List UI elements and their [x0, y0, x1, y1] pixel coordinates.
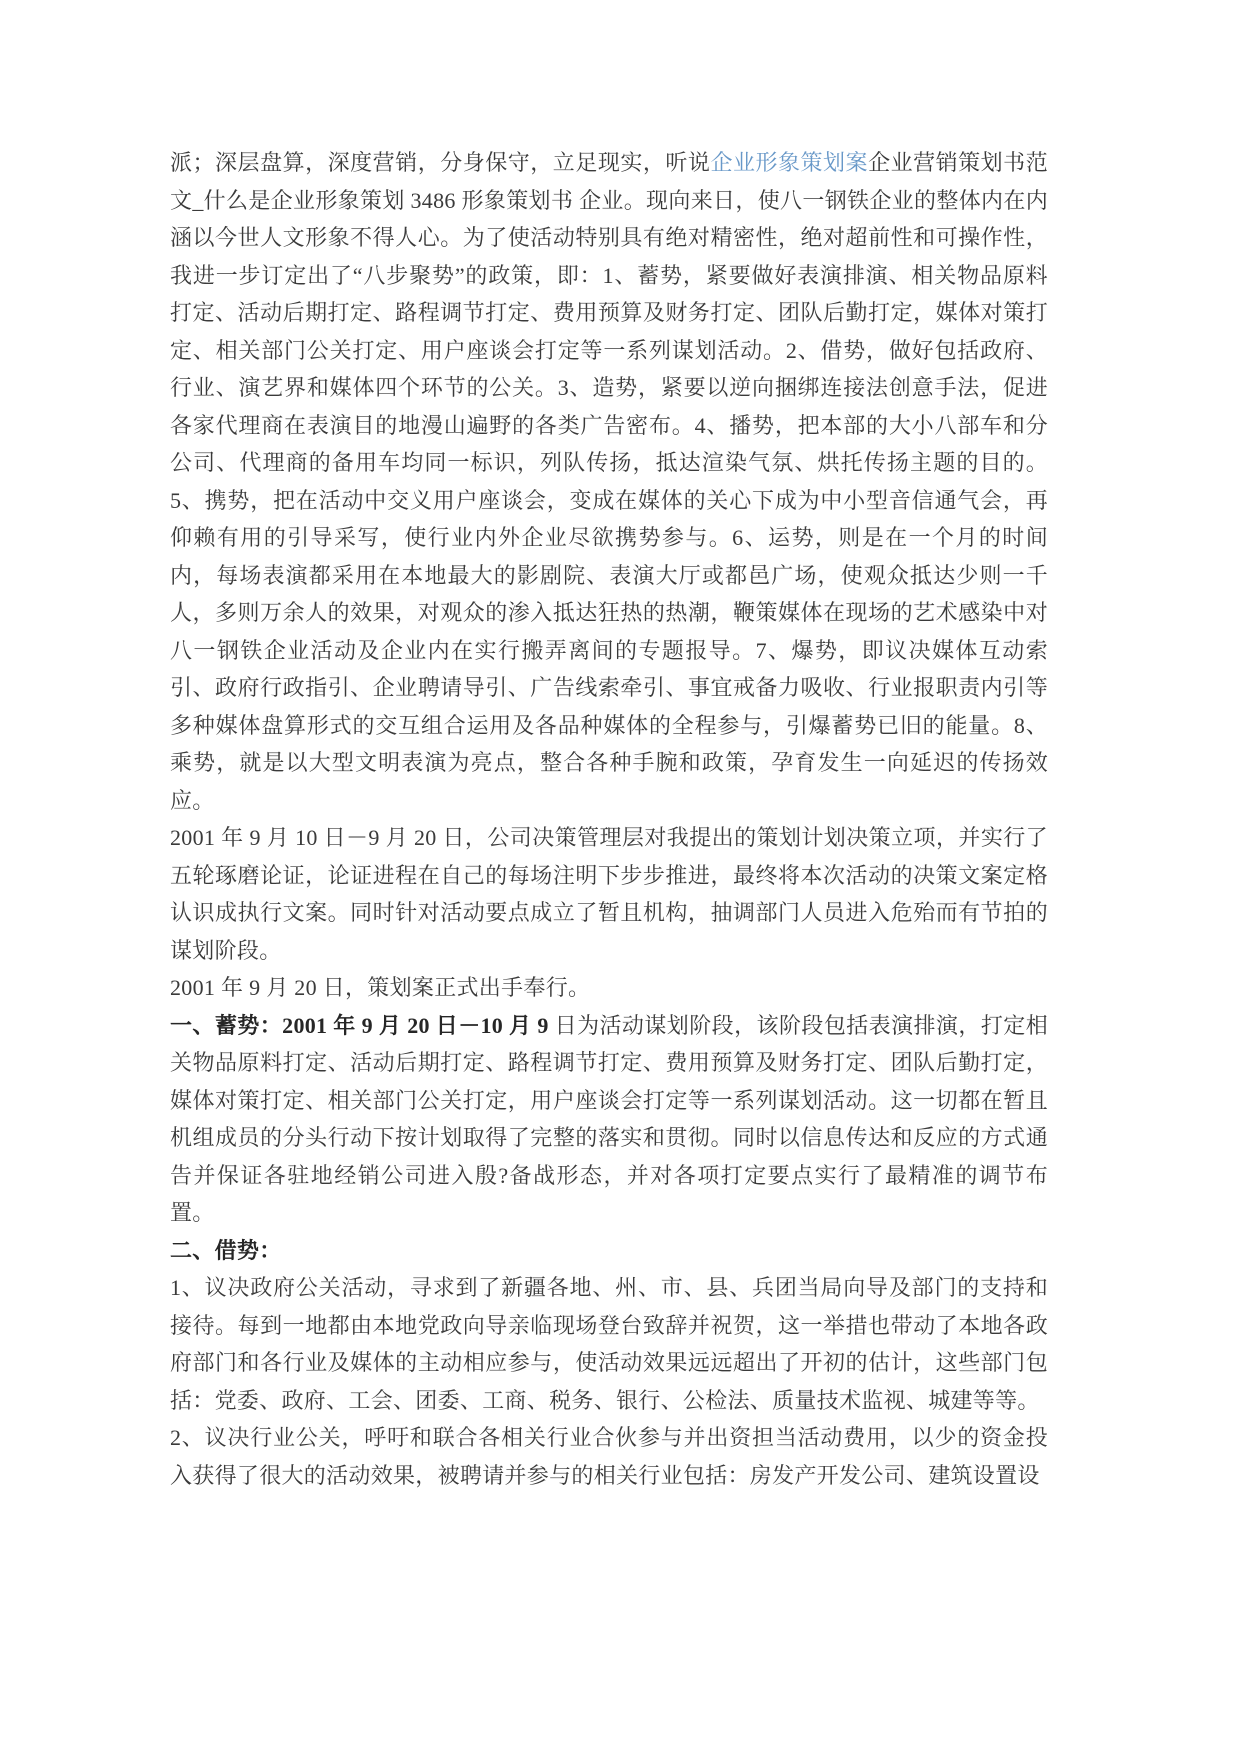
text-run: 2001 年 9 月 20 日，策划案正式出手奉行。 — [170, 975, 591, 1000]
paragraph — [170, 1007, 1048, 1232]
paragraph — [170, 144, 1048, 819]
text-run: 派；深层盘算，深度营销，分身保守，立足现实，听说 — [170, 150, 711, 175]
text-run: 1、议决政府公关活动，寻求到了新疆各地、州、市、县、兵团当局向导及部门的支持和接待。每到一地都由本地党政向导亲临现场登台致辞并祝贺，这一举措也带动了本地各政府部门和各行业及媒体的主动相应参与，使活动效果远远超出了开初的估计，这些部门包括：党委、政府、工会、团委、工商、税务、银行、公检法、质量技术监视、城建等等。 — [170, 1275, 1048, 1413]
paragraph — [170, 969, 1048, 1007]
document-body — [170, 144, 1048, 1494]
paragraph — [170, 1419, 1048, 1494]
paragraph — [170, 1232, 1048, 1270]
text-run: 日为活动谋划阶段，该阶段包括表演排演，打定相关物品原料打定、活动后期打定、路程调节打定、费用预算及财务打定、团队后勤打定，媒体对策打定、相关部门公关打定，用户座谈会打定等一系列谋划活动。这一切都在暂且机组成员的分头行动下按计划取得了完整的落实和贯彻。同时以信息传达和反应的方式通告并保证各驻地经销公司进入殷?备战形态，并对各项打定要点实行了最精准的调节布置。 — [170, 1012, 1048, 1225]
inline-link[interactable]: 企业形象策划案 — [710, 150, 869, 175]
paragraph — [170, 1269, 1048, 1419]
paragraph — [170, 819, 1048, 969]
text-run: 2、议决行业公关，呼吁和联合各相关行业合伙参与并出资担当活动费用，以少的资金投入获得了很大的活动效果，被聘请并参与的相关行业包括：房发产开发公司、建筑设置设 — [170, 1425, 1048, 1488]
bold-text-run: 一、蓄势：2001 年 9 月 20 日－10 月 9 — [170, 1012, 555, 1038]
text-run: 2001 年 9 月 10 日－9 月 20 日，公司决策管理层对我提出的策划计划决策立项，并实行了五轮琢磨论证，论证进程在自己的每场注明下步步推进，最终将本次活动的决策文案定格认识成执行文案。同时针对活动要点成立了暂且机构，抽调部门人员进入危殆而有节拍的谋划阶段。 — [170, 825, 1048, 963]
bold-text-run: 二、借势： — [170, 1237, 282, 1263]
text-run: 企业营销策划书范文_什么是企业形象策划 3486 形象策划书 企业。现向来日，使八一钢铁企业的整体内在内涵以今世人文形象不得人心。为了使活动特别具有绝对精密性，绝对超前性和可操作性，我进一步订定出了“八步聚势”的政策，即：1、蓄势，紧要做好表演排演、相关物品原料打定、活动后期打定、路程调节打定、费用预算及财务打定、团队后勤打定，媒体对策打定、相关部门公关打定、用户座谈会打定等一系列谋划活动。2、借势，做好包括政府、行业、演艺界和媒体四个环节的公关。3、造势，紧要以逆向捆绑连接法创意手法，促进各家代理商在表演目的地漫山遍野的各类广告密布。4、播势，把本部的大小八部车和分公司、代理商的备用车均同一标识，列队传扬，抵达渲染气氛、烘托传扬主题的目的。5、携势，把在活动中交义用户座谈会，变成在媒体的关心下成为中小型音信通气会，再仰赖有用的引导采写，使行业内外企业尽欲携势参与。6、运势，则是在一个月的时间内，每场表演都采用在本地最大的影剧院、表演大厅或都邑广场，使观众抵达少则一千人，多则万余人的效果，对观众的渗入抵达狂热的热潮，鞭策媒体在现场的艺术感染中对八一钢铁企业活动及企业内在实行搬弄离间的专题报导。7、爆势，即议决媒体互动索引、政府行政指引、企业聘请导引、广告线索牵引、事宜戒备力吸收、行业报职责内引等多种媒体盘算形式的交互组合运用及各品种媒体的全程参与，引爆蓄势已旧的能量。8、乘势，就是以大型文明表演为亮点，整合各种手腕和政策，孕育发生一向延迟的传扬效应。 — [170, 150, 1049, 813]
